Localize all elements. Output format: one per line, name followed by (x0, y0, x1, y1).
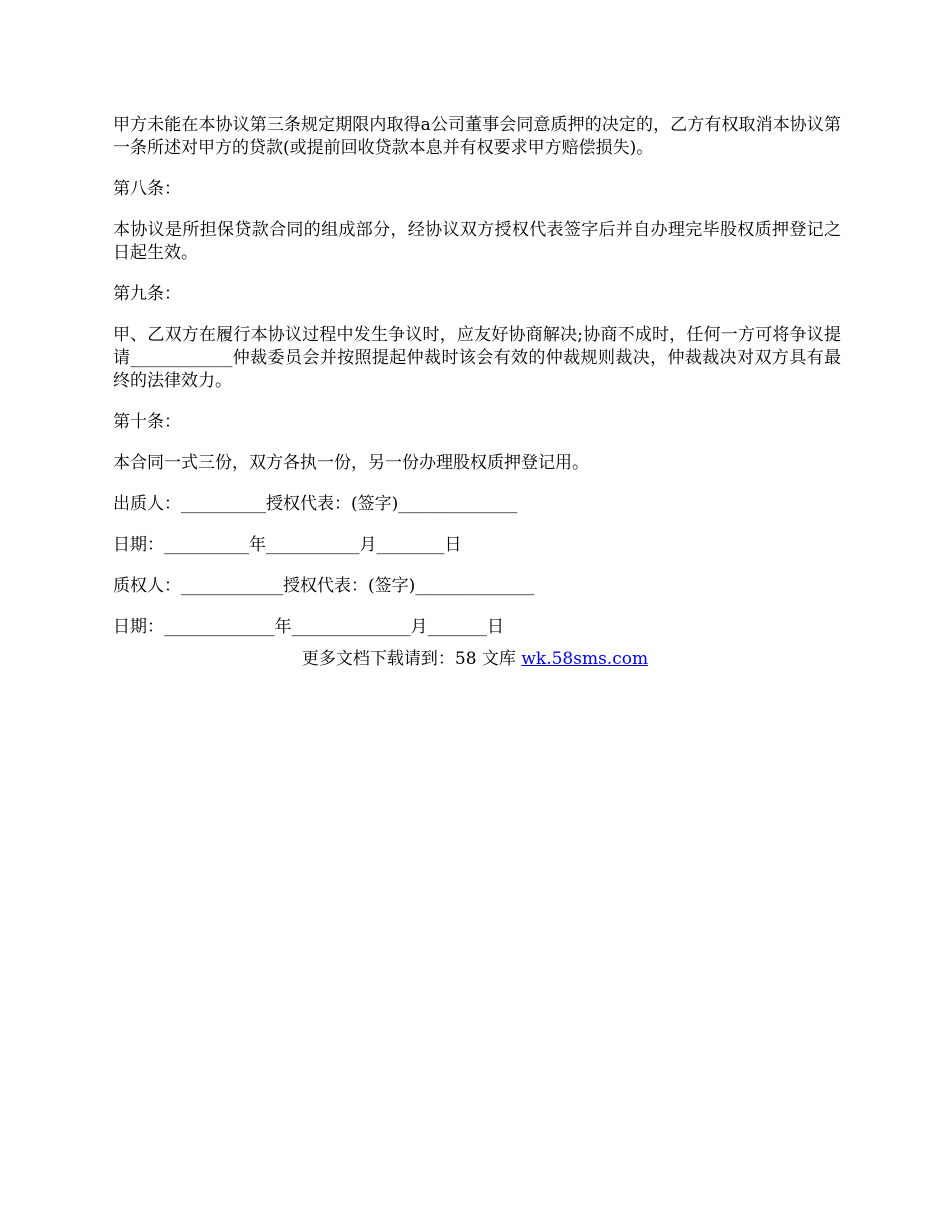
footer-link[interactable]: wk.58sms.com (521, 649, 649, 669)
pledgor-date-line: 日期：__________年___________月________日 (113, 535, 462, 555)
pledgor-signature-line: 出质人：__________授权代表：(签字)______________ (113, 494, 518, 514)
article-10-heading: 第十条： (113, 412, 181, 432)
pledgee-signature-line: 质权人：____________授权代表：(签字)______________ (113, 576, 535, 596)
document-body (113, 114, 841, 657)
pledgee-date-line: 日期：_____________年______________月_______日 (113, 617, 504, 637)
footer-prefix: 更多文档下载请到：58 文库 (301, 649, 522, 669)
article-10-text: 本合同一式三份，双方各执一份，另一份办理股权质押登记用。 (113, 453, 589, 473)
clause-7-text: 甲方未能在本协议第三条规定期限内取得a公司董事会同意质押的决定的，乙方有权取消本协议第一条所述对甲方的贷款(或提前回收贷款本息并有权要求甲方赔偿损失)。 (113, 115, 841, 158)
article-8-text: 本协议是所担保贷款合同的组成部分，经协议双方授权代表签字后并自办理完毕股权质押登记之日起生效。 (113, 220, 841, 263)
download-footer (0, 648, 950, 671)
article-8-heading: 第八条： (113, 179, 181, 199)
article-9-text: 甲、乙双方在履行本协议过程中发生争议时，应友好协商解决;协商不成时，任何一方可将争议提请____________仲裁委员会并按照提起仲裁时该会有效的仲裁规则裁决，仲裁裁决对双方具有最终的法律效力。 (113, 325, 841, 391)
article-9-heading: 第九条： (113, 284, 181, 304)
